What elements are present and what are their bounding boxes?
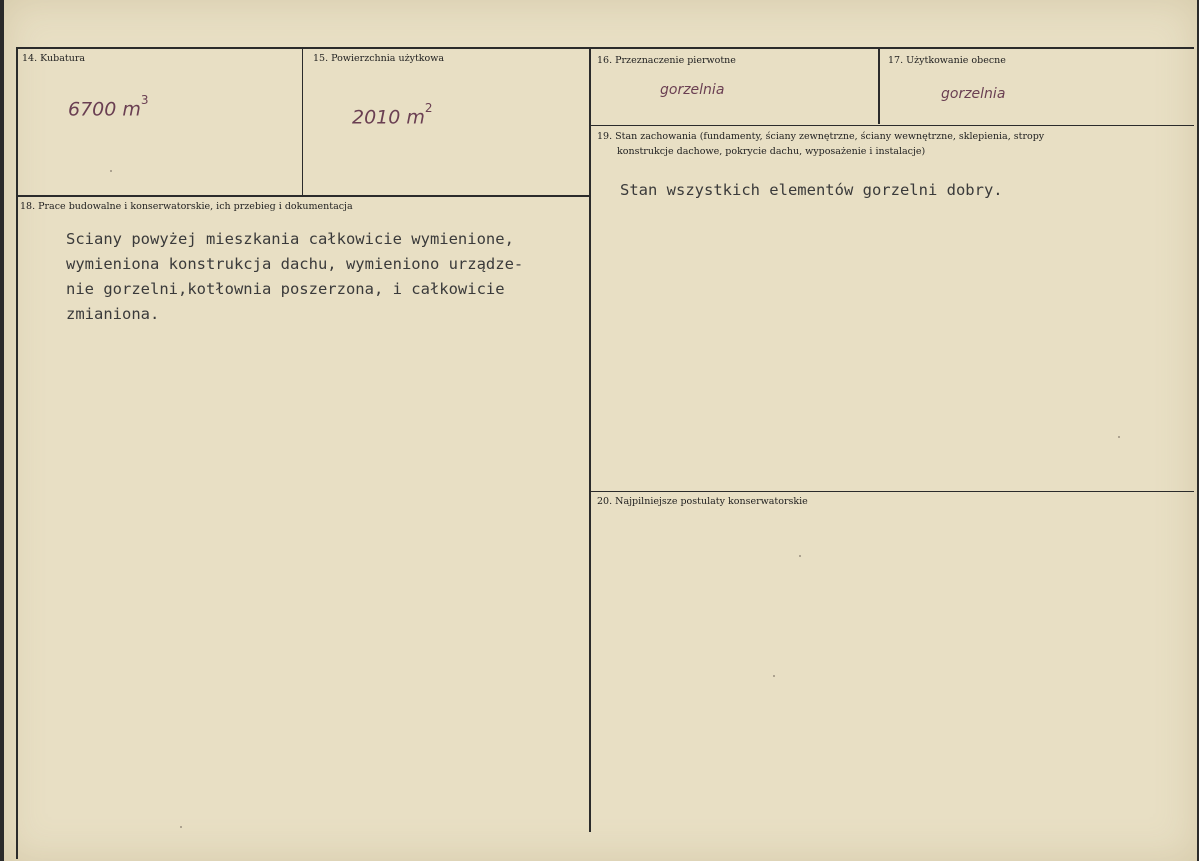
field-18-line-4: zmianiona. bbox=[66, 305, 160, 323]
field-19-label-line2: konstrukcje dachowe, pokrycie dachu, wyposażenie i instalacje) bbox=[617, 146, 926, 157]
top-border-line bbox=[16, 47, 1194, 49]
field-18-line-3: nie gorzelni,kotłownia poszerzona, i całkowicie bbox=[66, 280, 505, 298]
field-18-line-1: Sciany powyżej mieszkania całkowicie wymienione, bbox=[66, 230, 514, 248]
main-vertical-divider bbox=[589, 47, 591, 832]
divider-19-20 bbox=[590, 491, 1194, 492]
field-20-label: 20. Najpilniejsze postulaty konserwatorskie bbox=[597, 496, 808, 507]
field-18-line-2: wymieniona konstrukcja dachu, wymieniono urządze- bbox=[66, 255, 524, 273]
field-19-text: Stan wszystkich elementów gorzelni dobry. bbox=[620, 181, 1003, 199]
field-17-value: gorzelnia bbox=[941, 86, 1006, 102]
field-15-label: 15. Powierzchnia użytkowa bbox=[313, 53, 445, 64]
field-14-value bbox=[68, 93, 149, 121]
field-17-label: 17. Użytkowanie obecne bbox=[888, 55, 1006, 66]
record-card bbox=[4, 0, 1197, 861]
left-border-line bbox=[16, 47, 18, 859]
field-14-number: 6700 m bbox=[68, 98, 141, 121]
field-18-label: 18. Prace budowalne i konserwatorskie, ich przebieg i dokumentacja bbox=[20, 201, 353, 212]
paper-speck bbox=[1118, 436, 1120, 438]
divider-16-17 bbox=[878, 47, 880, 124]
paper-speck bbox=[110, 170, 112, 172]
field-16-value: gorzelnia bbox=[660, 82, 725, 98]
paper-speck bbox=[799, 555, 801, 557]
field-15-value bbox=[352, 101, 433, 129]
divider-17-19 bbox=[590, 125, 1194, 126]
divider-row1-row2 bbox=[16, 195, 590, 197]
field-14-exponent: 3 bbox=[140, 93, 149, 107]
paper-speck bbox=[180, 826, 182, 828]
field-14-label: 14. Kubatura bbox=[22, 53, 86, 64]
paper-speck bbox=[773, 675, 775, 677]
field-15-exponent: 2 bbox=[424, 101, 433, 115]
field-19-label-line1: 19. Stan zachowania (fundamenty, ściany zewnętrzne, ściany wewnętrzne, sklepienia, stropy bbox=[597, 131, 1045, 142]
field-15-number: 2010 m bbox=[352, 106, 425, 129]
field-16-label: 16. Przeznaczenie pierwotne bbox=[597, 55, 736, 66]
divider-14-15 bbox=[302, 47, 303, 195]
